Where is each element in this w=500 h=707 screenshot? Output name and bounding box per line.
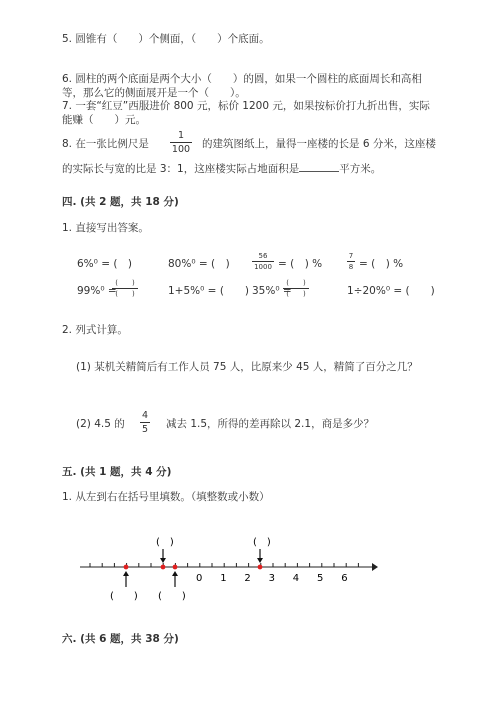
answer-paren-top-1: ( ) <box>156 537 174 548</box>
question-5: 5. 圆锥有（ ）个侧面，（ ）个底面。 <box>62 33 270 45</box>
answer-paren-bottom-2: ( ) <box>158 591 186 602</box>
marked-point-4 <box>258 565 263 570</box>
calc-r2c3-numerator: ( ) <box>286 279 306 287</box>
tick-label: 0 <box>196 573 203 584</box>
section-4-heading: 四. (共 2 题，共 18 分) <box>62 196 179 208</box>
question-6-line-1: 6. 圆柱的两个底面是两个大小（ ）的圆，如果一个圆柱的底面周长和高相 <box>62 73 422 85</box>
section-4-q2-2-denominator: 5 <box>141 424 149 435</box>
question-8-line-2-text: 的实际长与宽的比是 3：1，这座楼实际占地面积是 <box>62 163 300 175</box>
question-6-line-2: 等，那么它的侧面展开是一个（ ）。 <box>62 87 246 99</box>
section-4-q2-1: (1) 某机关精简后有工作人员 75 人，比原来少 45 人，精简了百分之几？ <box>76 361 418 373</box>
calc-r1c4-numerator: 7 <box>348 252 354 260</box>
up-arrow-1-head <box>123 571 129 576</box>
question-8-suffix: 的建筑图纸上，量得一座楼的长是 6 分米，这座楼 <box>202 138 436 150</box>
calc-r2c1-denominator: ( ) <box>115 290 135 298</box>
section-4-q2-title: 2. 列式计算。 <box>62 324 128 336</box>
section-4-q2-2-prefix: (2) 4.5 的 <box>76 418 125 430</box>
section-5-heading: 五. (共 1 题，共 4 分) <box>62 466 172 478</box>
answer-blank <box>299 161 339 172</box>
calc-r2c2: 1+5%⁰ = ( ) <box>168 285 250 297</box>
section-4-q2-2-numerator: 4 <box>141 410 149 421</box>
calc-r1c3-denominator: 1000 <box>254 263 272 271</box>
tick-label: 6 <box>341 573 348 584</box>
tick-label: 5 <box>317 573 324 584</box>
calc-r1c3-fraction <box>252 252 274 271</box>
section-5-q1-title: 1. 从左到右在括号里填数。（填整数或小数） <box>62 491 270 503</box>
calc-r2c3-prefix: 35%⁰ = <box>252 285 292 297</box>
calc-r2c1-fraction <box>112 279 138 298</box>
question-8-line-2 <box>62 161 381 176</box>
number-line-arrowhead <box>372 563 378 571</box>
section-4-q2-2-fraction <box>140 410 150 435</box>
calc-r1c4-rest: = ( ) % <box>359 258 404 270</box>
tick-label: 2 <box>244 573 251 584</box>
down-arrow-2-head <box>257 558 263 563</box>
question-7-line-2: 能赚（ ）元。 <box>62 114 146 126</box>
section-6-heading: 六. (共 6 题，共 38 分) <box>62 633 179 645</box>
question-7-line-1: 7. 一套“红豆”西服进价 800 元，标价 1200 元，如果按标价打九折出售，实际 <box>62 100 430 112</box>
calc-r2c1-numerator: ( ) <box>115 279 135 287</box>
calc-r2c3-fraction <box>283 279 309 298</box>
marked-point-1 <box>124 565 129 570</box>
calc-r1c4-fraction <box>347 252 355 271</box>
tick-label: 3 <box>268 573 275 584</box>
marked-point-2 <box>161 565 166 570</box>
calc-r2c4: 1÷20%⁰ = ( ) <box>347 285 435 297</box>
section-4-q1-title: 1. 直接写出答案。 <box>62 222 149 234</box>
question-8-prefix: 8. 在一张比例尺是 <box>62 138 149 150</box>
scale-fraction-denominator: 100 <box>171 144 191 155</box>
calc-r1c2: 80%⁰ = ( ) <box>168 258 230 270</box>
calc-r1c3-rest: = ( ) % <box>278 258 323 270</box>
scale-fraction-numerator: 1 <box>177 130 185 141</box>
calc-r2c3-denominator: ( ) <box>286 290 306 298</box>
number-line-labels <box>196 573 348 584</box>
tick-label: 4 <box>292 573 300 584</box>
marked-point-3 <box>173 565 178 570</box>
up-arrow-2-head <box>172 571 178 576</box>
calc-r1c4-denominator: 8 <box>348 263 354 271</box>
question-8-unit: 平方米。 <box>339 163 382 175</box>
tick-label: 1 <box>220 573 227 584</box>
section-4-q2-2-suffix: 减去 1.5，所得的差再除以 2.1，商是多少？ <box>166 418 375 430</box>
calc-r2c1-prefix: 99%⁰ = <box>77 285 117 297</box>
number-line-ticks <box>90 563 358 567</box>
answer-paren-top-2: ( ) <box>253 537 271 548</box>
down-arrow-1-head <box>160 558 166 563</box>
calc-r1c1: 6%⁰ = ( ) <box>77 258 133 270</box>
calc-r1c3-numerator: 56 <box>258 252 268 260</box>
number-line-figure <box>0 525 500 610</box>
scale-fraction <box>170 130 192 155</box>
answer-paren-bottom-1: ( ) <box>110 591 138 602</box>
